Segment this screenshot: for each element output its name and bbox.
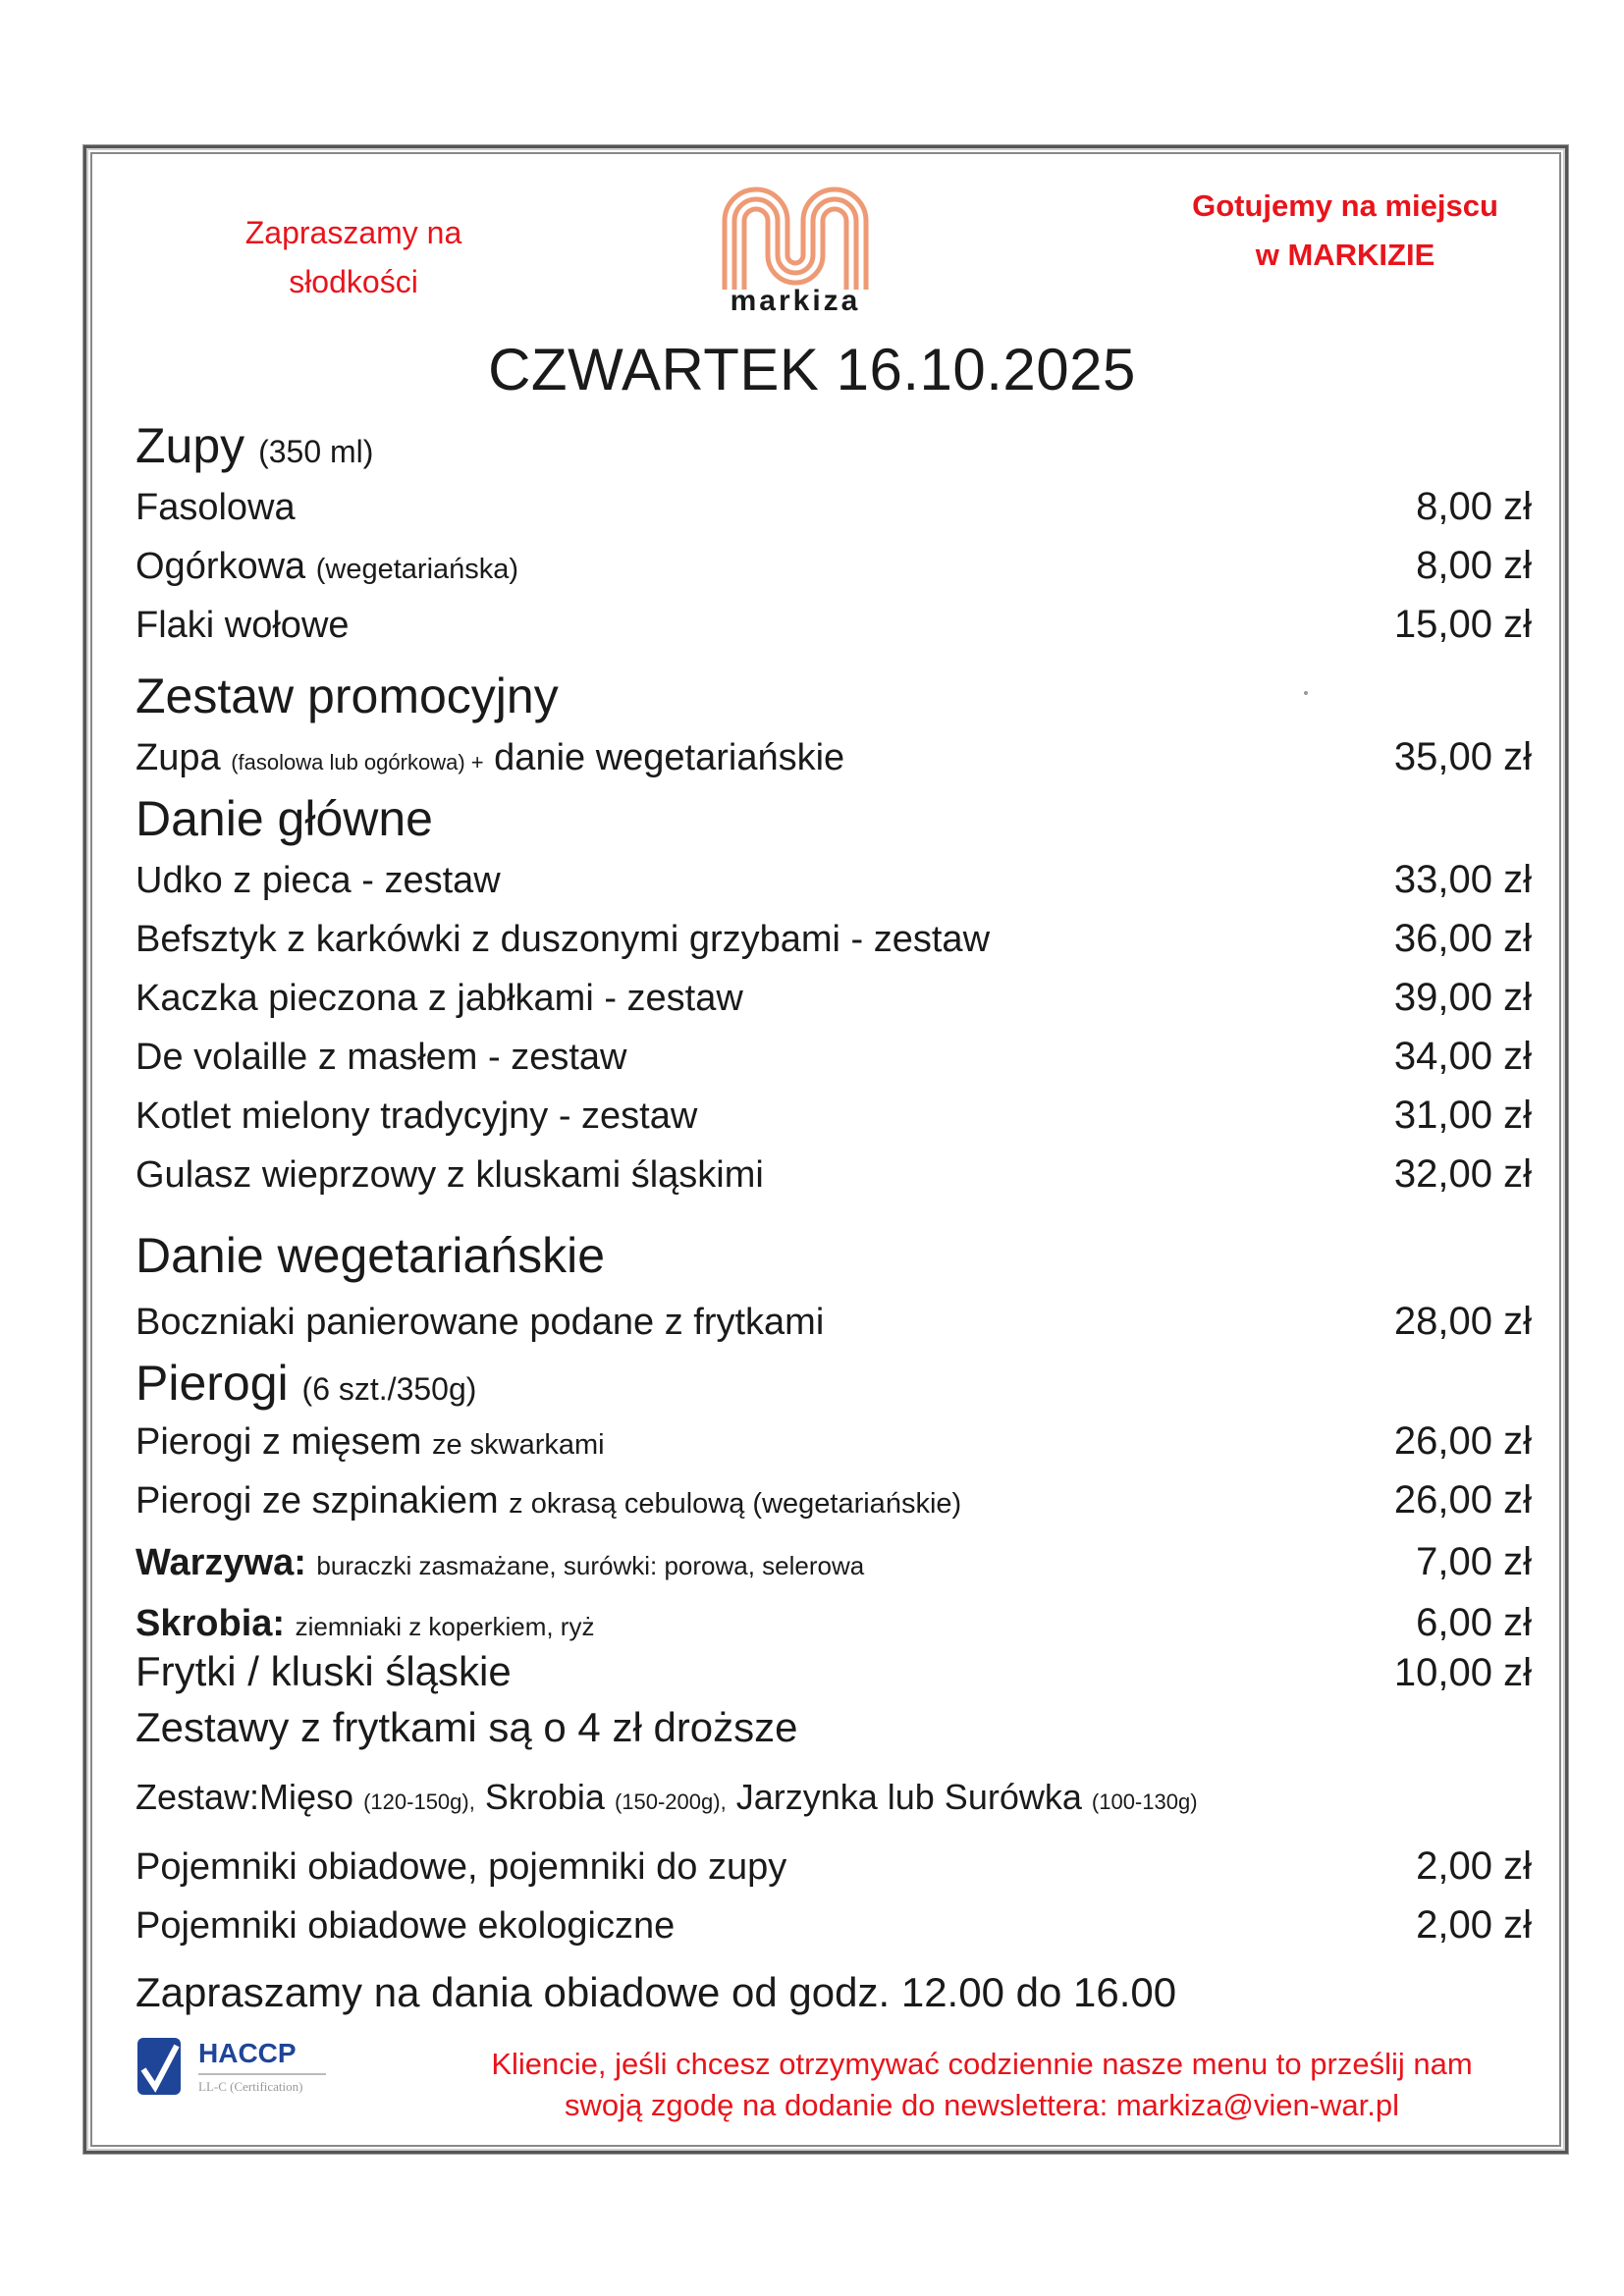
menu-item <box>135 859 1532 908</box>
section-title: Danie wegetariańskie <box>135 1228 606 1283</box>
logo-wordmark: markiza <box>730 285 861 317</box>
item-price: 28,00 zł <box>1393 1300 1532 1343</box>
item-name: Skrobia: <box>135 1603 286 1644</box>
item-price: 15,00 zł <box>1393 603 1532 646</box>
sweets-promo <box>196 208 511 306</box>
item-detail: (fasolowa lub ogórkowa) + <box>231 750 484 774</box>
item-name: Warzywa: <box>135 1542 306 1583</box>
checkmark-icon <box>135 2036 183 2097</box>
item-name: Flaki wołowe <box>135 605 350 646</box>
section-note: (6 szt./350g) <box>301 1371 477 1407</box>
item-price: 10,00 zł <box>1393 1651 1532 1694</box>
set-part-weight: (100-130g) <box>1091 1789 1198 1814</box>
stray-dot <box>1304 691 1308 695</box>
item-name: Ogórkowa <box>135 546 306 587</box>
section-title: Zupy <box>135 418 245 473</box>
sweets-promo-line-2: słodkości <box>289 264 418 299</box>
section-heading-main-dishes <box>135 790 433 847</box>
menu-item <box>135 1479 1532 1528</box>
cooking-promo-line-2: w MARKIZIE <box>1255 238 1435 272</box>
cooking-promo-line-1: Gotujemy na miejscu <box>1192 188 1498 223</box>
menu-item <box>135 977 1532 1026</box>
item-detail: ze skwarkami <box>431 1429 605 1461</box>
item-name: Pojemniki obiadowe ekologiczne <box>135 1905 676 1947</box>
item-price: 26,00 zł <box>1393 1478 1532 1522</box>
menu-item <box>135 1036 1532 1085</box>
menu-item <box>135 736 1532 785</box>
set-part-weight: (120-150g), <box>363 1789 475 1814</box>
menu-date-title: CZWARTEK 16.10.2025 <box>488 337 1136 402</box>
item-name: Pierogi ze szpinakiem <box>135 1480 499 1522</box>
menu-item <box>135 1541 1532 1590</box>
item-price: 36,00 zł <box>1393 917 1532 960</box>
menu-item <box>135 545 1532 594</box>
item-name: Befsztyk z karkówki z duszonymi grzybami - zestaw <box>135 919 991 960</box>
section-heading-promo-set <box>135 667 559 724</box>
newsletter-notice <box>432 2044 1532 2126</box>
item-detail: (wegetariańska) <box>315 554 519 585</box>
item-name: Frytki / kluski śląskie <box>135 1648 512 1694</box>
note-text: Zestawy z frytkami są o 4 zł droższe <box>135 1704 798 1750</box>
item-detail: ziemniaki z koperkiem, ryż <box>295 1612 595 1641</box>
menu-item <box>135 1602 1532 1651</box>
set-composition <box>135 1775 1532 1824</box>
item-price: 34,00 zł <box>1393 1035 1532 1078</box>
haccp-divider <box>198 2073 326 2075</box>
menu-item <box>135 1845 1532 1895</box>
menu-item <box>135 1420 1532 1469</box>
menu-item <box>135 604 1532 653</box>
item-detail: z okrasą cebulową (wegetariańskie) <box>509 1488 962 1520</box>
newsletter-line-2: swoją zgodę na dodanie do newslettera: markiza@vien-war.pl <box>565 2088 1399 2122</box>
item-name: Boczniaki panierowane podane z frytkami <box>135 1302 825 1343</box>
section-heading-pierogi <box>135 1355 476 1412</box>
section-title: Pierogi <box>135 1356 289 1411</box>
cooking-on-site-promo <box>1159 182 1532 280</box>
item-name: Kaczka pieczona z jabłkami - zestaw <box>135 978 743 1019</box>
set-part-label: Jarzynka lub Surówka <box>735 1777 1082 1817</box>
item-detail: buraczki zasmażane, surówki: porowa, selerowa <box>316 1551 865 1580</box>
item-price: 2,00 zł <box>1416 1903 1532 1947</box>
item-price: 2,00 zł <box>1416 1844 1532 1888</box>
item-price: 32,00 zł <box>1393 1152 1532 1196</box>
section-heading-vegetarian <box>135 1227 605 1284</box>
item-name: Udko z pieca - zestaw <box>135 860 501 901</box>
menu-item <box>135 1095 1532 1144</box>
item-price: 7,00 zł <box>1416 1540 1532 1583</box>
haccp-badge <box>135 2036 342 2099</box>
set-part-weight: (150-200g), <box>614 1789 727 1814</box>
item-price: 31,00 zł <box>1393 1094 1532 1137</box>
menu-item <box>135 1648 1532 1701</box>
hours-text: Zapraszamy na dania obiadowe od godz. 12.00 do 16.00 <box>135 1969 1177 2015</box>
item-name: Fasolowa <box>135 487 296 528</box>
menu-item <box>135 486 1532 535</box>
item-price: 35,00 zł <box>1393 735 1532 778</box>
menu-item <box>135 1301 1532 1350</box>
fries-surcharge-note <box>135 1704 1532 1757</box>
haccp-title: HACCP <box>198 2038 297 2068</box>
item-name: Zupa <box>135 737 221 778</box>
item-price: 6,00 zł <box>1416 1601 1532 1644</box>
item-name: Pierogi z mięsem <box>135 1421 422 1463</box>
section-title: Zestaw promocyjny <box>135 668 559 723</box>
haccp-subtitle: LL-C (Certification) <box>198 2079 303 2094</box>
section-note: (350 ml) <box>258 434 374 469</box>
item-price: 33,00 zł <box>1393 858 1532 901</box>
item-price: 8,00 zł <box>1416 544 1532 587</box>
item-name: Gulasz wieprzowy z kluskami śląskimi <box>135 1154 764 1196</box>
menu-item <box>135 1153 1532 1202</box>
item-price: 26,00 zł <box>1393 1419 1532 1463</box>
set-part-label: Zestaw:Mięso <box>135 1777 354 1817</box>
newsletter-line-1: Kliencie, jeśli chcesz otrzymywać codziennie nasze menu to prześlij nam <box>491 2047 1473 2081</box>
menu-item <box>135 1904 1532 1953</box>
item-name: De volaille z masłem - zestaw <box>135 1037 627 1078</box>
sweets-promo-line-1: Zapraszamy na <box>244 215 462 250</box>
item-price: 39,00 zł <box>1393 976 1532 1019</box>
item-name: Kotlet mielony tradycyjny - zestaw <box>135 1095 698 1137</box>
item-name: Pojemniki obiadowe, pojemniki do zupy <box>135 1846 787 1888</box>
menu-item <box>135 918 1532 967</box>
opening-hours <box>135 1969 1532 2022</box>
item-suffix: danie wegetariańskie <box>494 737 845 778</box>
item-price: 8,00 zł <box>1416 485 1532 528</box>
section-heading-soups <box>135 417 373 474</box>
set-part-label: Skrobia <box>484 1777 605 1817</box>
section-title: Danie główne <box>135 791 433 846</box>
